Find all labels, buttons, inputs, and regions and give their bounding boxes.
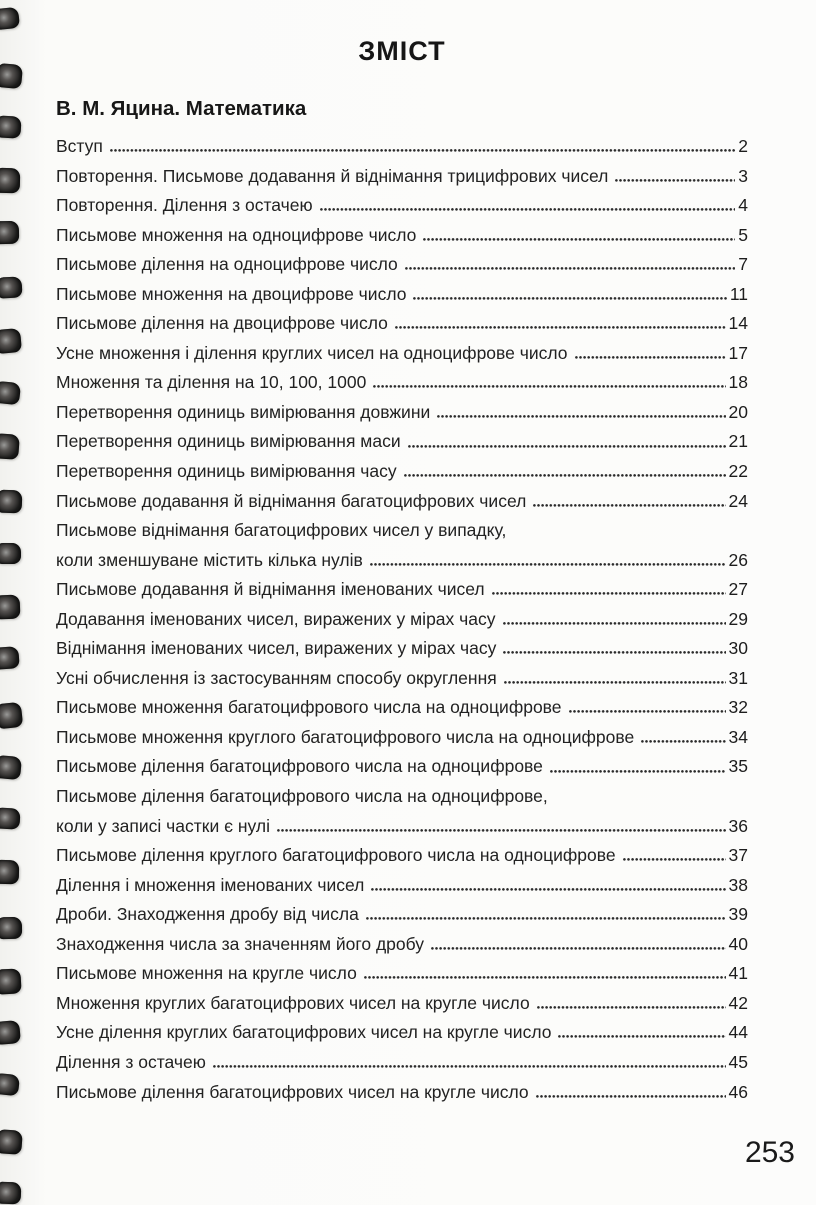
toc-entry [56, 250, 748, 280]
toc-entry [56, 368, 748, 398]
toc-entry-line [56, 398, 748, 428]
toc-entry-text: Усні обчислення із застосуванням способу округлення [56, 667, 497, 688]
toc-entry-text: Письмове ділення круглого багатоцифрового числа на одноцифрове [56, 845, 616, 866]
toc-page-number: 22 [728, 461, 748, 482]
toc-entry-line [56, 782, 748, 812]
toc-entry-text: коли зменшуване містить кілька нулів [56, 549, 363, 570]
toc-leader-dots [405, 267, 736, 270]
toc-entry-text: Усне ділення круглих багатоцифрових чисел на кругле число [56, 1022, 552, 1043]
toc-page-number: 40 [728, 933, 748, 954]
toc-entry-line [56, 487, 748, 517]
toc-leader-dots [431, 947, 726, 950]
toc-page-number: 24 [728, 490, 748, 511]
toc-entry-line [56, 1048, 748, 1078]
section-heading: В. М. Яцина. Математика [56, 97, 307, 120]
toc-entry-line [56, 723, 748, 753]
toc-leader-dots [537, 1006, 726, 1009]
toc-entry-text: Письмове ділення багатоцифрового числа на одноцифрове [56, 756, 543, 777]
toc-entry [56, 782, 748, 841]
toc-entry [56, 841, 748, 871]
toc-entry-text: Додавання іменованих чисел, виражених у мірах часу [56, 608, 496, 629]
toc-leader-dots [370, 563, 726, 566]
toc-entry-text: Письмове множення на двоцифрове число [56, 283, 407, 304]
toc-page-number: 36 [728, 815, 748, 836]
toc-entry [56, 605, 748, 635]
toc-page-number: 37 [728, 845, 748, 866]
toc-page-number: 46 [728, 1081, 748, 1102]
toc-entry [56, 487, 748, 517]
toc-entry-text: Перетворення одиниць вимірювання часу [56, 461, 397, 482]
toc-entry-line [56, 309, 748, 339]
toc-leader-dots [533, 504, 725, 507]
toc-entry-line [56, 752, 748, 782]
toc-entry [56, 1018, 748, 1048]
toc-entry-text: Письмове множення круглого багатоцифрового числа на одноцифрове [56, 726, 635, 747]
toc-entry-line [56, 457, 748, 487]
toc-entry [56, 398, 748, 428]
toc-page-number: 14 [728, 313, 748, 334]
toc-page-number: 3 [738, 165, 748, 186]
toc-entry-line [56, 959, 748, 989]
toc-entry [56, 900, 748, 930]
toc-page-number: 5 [738, 224, 748, 245]
toc-page-number: 34 [728, 726, 748, 747]
page-title: ЗМІСТ [358, 36, 446, 66]
toc-entry-text: Дроби. Знаходження дробу від числа [56, 904, 359, 925]
toc-leader-dots [277, 829, 726, 832]
toc-page-number: 21 [728, 431, 748, 452]
toc-entry [56, 309, 748, 339]
toc-page-number: 4 [738, 195, 748, 216]
toc-page-number: 35 [728, 756, 748, 777]
toc-entry-text: Письмове ділення багатоцифрових чисел на кругле число [56, 1081, 529, 1102]
toc-entry-text: Письмове ділення багатоцифрового числа на одноцифрове, [56, 786, 548, 807]
toc-entry-line [56, 930, 748, 960]
toc-entry-text: Письмове ділення на одноцифрове число [56, 254, 398, 275]
toc-entry [56, 723, 748, 753]
toc-entry-line [56, 871, 748, 901]
toc-entry-line [56, 339, 748, 369]
toc-entry [56, 162, 748, 192]
toc-page-number: 27 [728, 579, 748, 600]
toc-leader-dots [615, 179, 735, 182]
toc-leader-dots [536, 1095, 726, 1098]
toc-page-number: 44 [728, 1022, 748, 1043]
toc-leader-dots [503, 622, 726, 625]
toc-entry-line [56, 634, 748, 664]
toc-leader-dots [366, 917, 726, 920]
toc-entry [56, 1048, 748, 1078]
toc-entry-line [56, 989, 748, 1019]
toc-leader-dots [408, 445, 726, 448]
toc-entry-text: Письмове додавання й віднімання багатоцифрових чисел [56, 490, 527, 511]
toc-page-number: 41 [728, 963, 748, 984]
toc-entry-line [56, 546, 748, 576]
toc-entry-text: Письмове ділення на двоцифрове число [56, 313, 388, 334]
toc-entry-line [56, 368, 748, 398]
toc-page-number: 2 [738, 136, 748, 156]
toc-leader-dots [423, 238, 735, 241]
toc-page-number: 20 [728, 401, 748, 422]
toc-page-number: 29 [728, 608, 748, 629]
toc-entry [56, 664, 748, 694]
toc-entry-text: Письмове множення на кругле число [56, 963, 357, 984]
toc-entry [56, 516, 748, 575]
toc-entry-line [56, 900, 748, 930]
toc-entry-text: Знаходження числа за значенням його дробу [56, 933, 425, 954]
toc-leader-dots [320, 208, 736, 211]
toc-entry-text: Письмове множення на одноцифрове число [56, 224, 417, 245]
toc-leader-dots [492, 592, 726, 595]
toc-entry [56, 575, 748, 605]
toc-entry-text: коли у записі частки є нулі [56, 815, 270, 836]
toc-leader-dots [504, 681, 726, 684]
toc-entry-text: Письмове додавання й віднімання іменованих чисел [56, 579, 485, 600]
toc-page-number: 11 [729, 283, 748, 304]
toc-entry-line [56, 250, 748, 280]
toc-page-number: 32 [728, 697, 748, 718]
toc-leader-dots [395, 326, 726, 329]
toc-entry-text: Перетворення одиниць вимірювання довжини [56, 401, 431, 422]
toc-entry [56, 634, 748, 664]
toc-entry-text: Письмове множення багатоцифрового числа на одноцифрове [56, 697, 562, 718]
toc-page-number: 18 [728, 372, 748, 393]
toc-entry-text: Ділення з остачею [56, 1051, 206, 1072]
toc-leader-dots [575, 356, 726, 359]
toc-entry-line [56, 693, 748, 723]
toc-leader-dots [364, 976, 726, 979]
table-of-contents [56, 132, 748, 1107]
toc-entry [56, 1078, 748, 1108]
toc-entry-text: Множення та ділення на 10, 100, 1000 [56, 372, 367, 393]
toc-page-number: 26 [728, 549, 748, 570]
toc-entry [56, 930, 748, 960]
toc-entry-text: Перетворення одиниць вимірювання маси [56, 431, 401, 452]
toc-entry-line [56, 664, 748, 694]
toc-leader-dots [404, 474, 726, 477]
toc-entry-line [56, 605, 748, 635]
toc-page-number: 45 [728, 1051, 748, 1072]
toc-page-number: 17 [728, 342, 748, 363]
toc-leader-dots [550, 770, 726, 773]
toc-leader-dots [641, 740, 725, 743]
toc-entry-line [56, 280, 748, 310]
toc-page-number: 38 [728, 874, 748, 895]
toc-entry-text: Повторення. Письмове додавання й віднімання трицифрових чисел [56, 165, 609, 186]
toc-entry-line [56, 191, 748, 221]
toc-entry-text: Усне множення і ділення круглих чисел на одноцифрове число [56, 342, 568, 363]
toc-entry [56, 752, 748, 782]
toc-entry-line [56, 427, 748, 457]
toc-entry [56, 132, 748, 162]
toc-entry-text: Письмове віднімання багатоцифрових чисел у випадку, [56, 520, 507, 541]
toc-entry-line [56, 575, 748, 605]
toc-entry [56, 959, 748, 989]
toc-leader-dots [373, 385, 725, 388]
toc-entry [56, 280, 748, 310]
toc-leader-dots [558, 1035, 725, 1038]
toc-leader-dots [623, 858, 726, 861]
toc-leader-dots [110, 149, 735, 152]
toc-page-number: 7 [738, 254, 748, 275]
toc-entry-text: Віднімання іменованих чисел, виражених у мірах часу [56, 638, 497, 659]
toc-entry-text: Повторення. Ділення з остачею [56, 195, 313, 216]
toc-page-number: 39 [728, 904, 748, 925]
toc-page-number: 42 [728, 992, 748, 1013]
toc-entry [56, 339, 748, 369]
toc-entry-line [56, 162, 748, 192]
toc-entry [56, 693, 748, 723]
toc-entry-line [56, 1078, 748, 1108]
toc-page-number: 30 [728, 638, 748, 659]
toc-entry [56, 191, 748, 221]
toc-leader-dots [213, 1065, 726, 1068]
toc-leader-dots [371, 888, 725, 891]
toc-entry-text: Вступ [56, 136, 103, 156]
toc-entry [56, 989, 748, 1019]
toc-entry-line [56, 516, 748, 546]
toc-entry-line [56, 132, 748, 162]
toc-entry-line [56, 1018, 748, 1048]
toc-page-number: 31 [728, 667, 748, 688]
toc-entry-line [56, 812, 748, 842]
toc-entry [56, 427, 748, 457]
toc-entry [56, 221, 748, 251]
toc-entry-line [56, 221, 748, 251]
page-number: 253 [744, 1136, 795, 1169]
toc-entry-text: Множення круглих багатоцифрових чисел на кругле число [56, 992, 530, 1013]
toc-leader-dots [413, 297, 726, 300]
toc-leader-dots [569, 710, 726, 713]
toc-leader-dots [437, 415, 725, 418]
toc-entry [56, 871, 748, 901]
toc-entry-line [56, 841, 748, 871]
toc-leader-dots [503, 651, 725, 654]
toc-entry [56, 457, 748, 487]
toc-entry-text: Ділення і множення іменованих чисел [56, 874, 365, 895]
